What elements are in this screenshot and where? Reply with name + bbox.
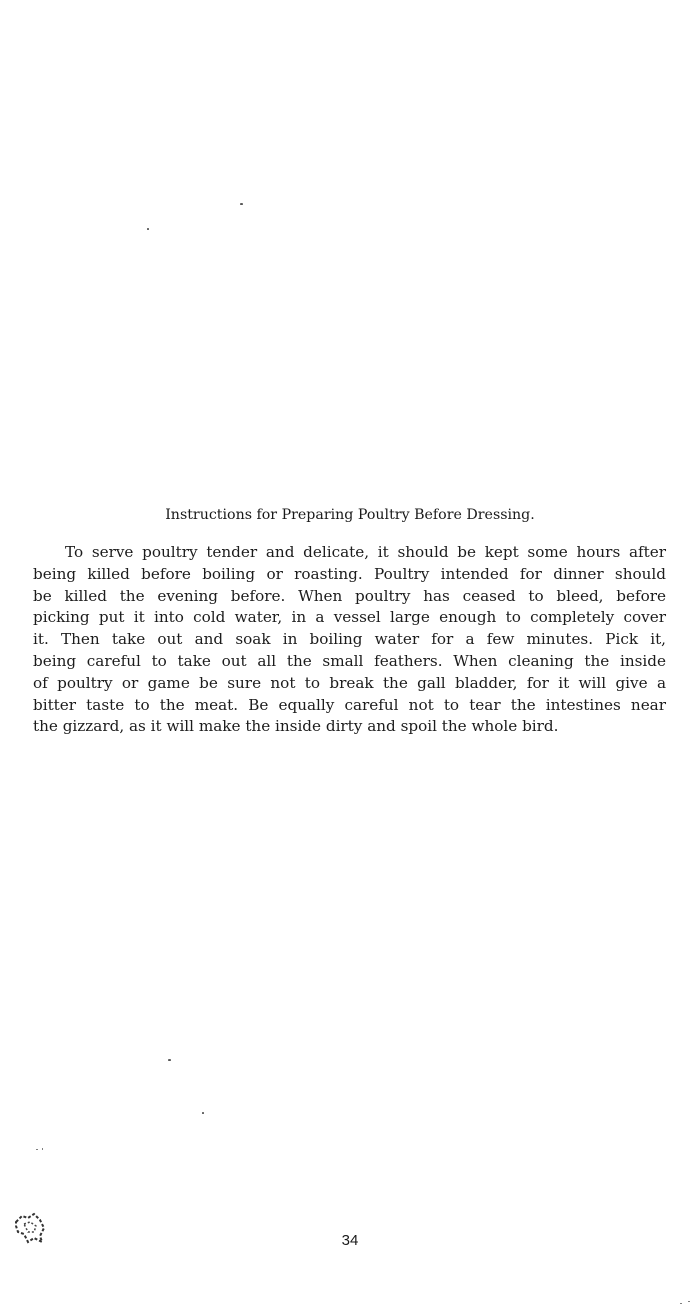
- scan-speck: [42, 1148, 43, 1150]
- paragraph-line: To serve poultry tender and delicate, it should be kept some hours after: [65, 543, 666, 561]
- scan-speck: [240, 203, 243, 205]
- scan-speck: [147, 228, 149, 230]
- scan-speck: [680, 1303, 682, 1304]
- paragraph-line: be killed the evening before. When poultry has ceased to bleed, before: [33, 586, 666, 605]
- paragraph-line: picking put it into cold water, in a vessel large enough to completely cover: [33, 608, 666, 627]
- scan-speck: [36, 1149, 38, 1150]
- paragraph-line: being careful to take out all the small feathers. When cleaning the inside: [33, 651, 666, 670]
- scan-speck: [168, 1059, 171, 1061]
- paragraph-line: bitter taste to the meat. Be equally careful not to tear the intestines near: [33, 695, 666, 714]
- page-number: 34: [341, 1232, 359, 1249]
- scan-speck: [202, 1112, 204, 1114]
- paragraph-line: it. Then take out and soak in boiling water for a few minutes. Pick it,: [33, 630, 666, 649]
- paragraph-line: the gizzard, as it will make the inside dirty and spoil the whole bird.: [33, 717, 559, 736]
- paragraph-line: being killed before boiling or roasting. Poultry intended for dinner should: [33, 564, 666, 583]
- paragraph-line: of poultry or game be sure not to break the gall bladder, for it will give a: [33, 673, 666, 692]
- page-heading: Instructions for Preparing Poultry Before Dressing.: [165, 507, 535, 523]
- scan-blot-icon: [10, 1208, 52, 1246]
- scan-speck: [688, 1301, 690, 1302]
- body-paragraph: [33, 542, 666, 738]
